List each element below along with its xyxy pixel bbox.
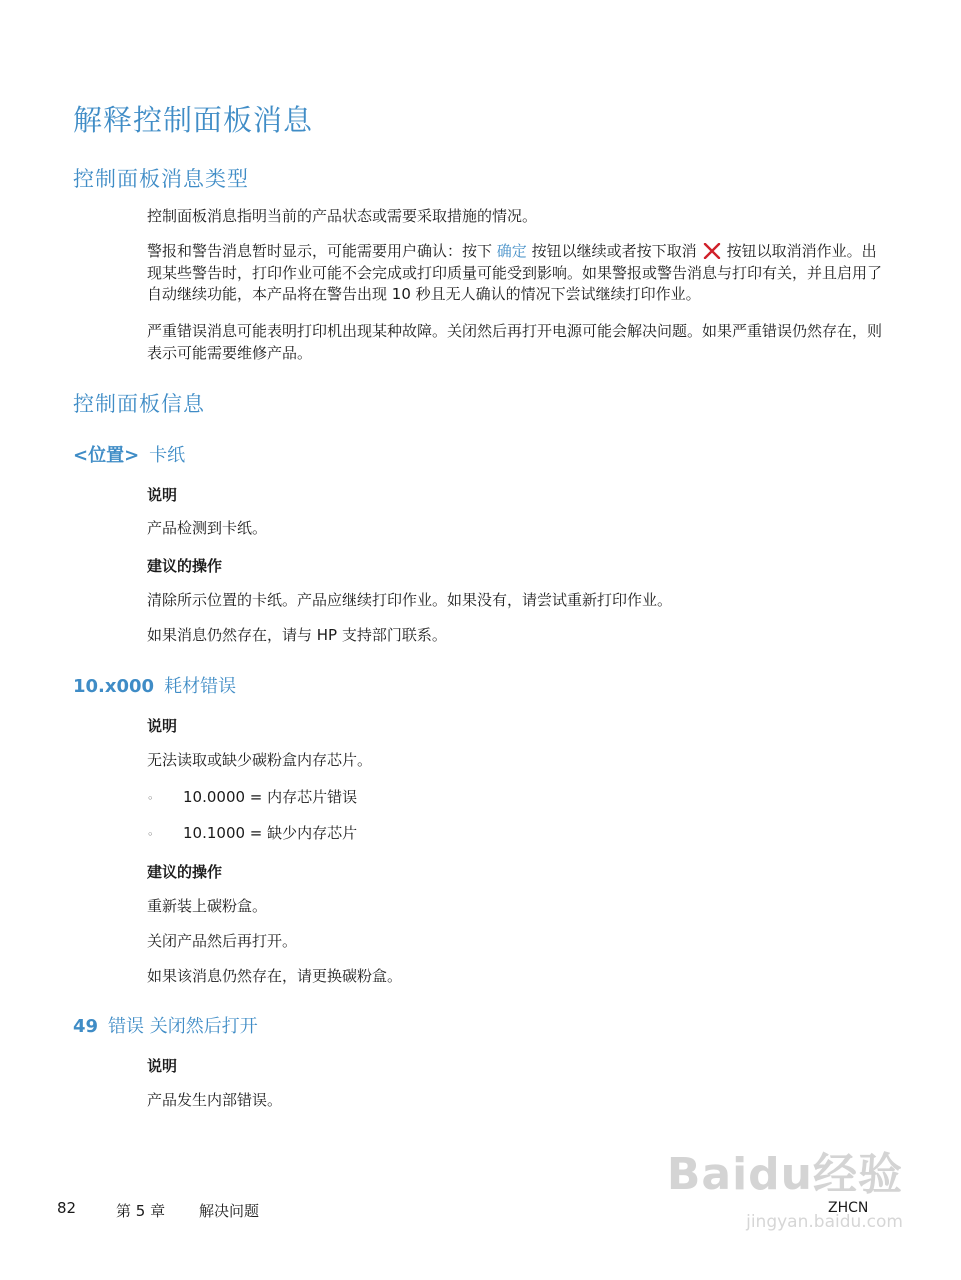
paragraph-alerts	[147, 241, 882, 306]
ok-button-reference: 确定	[496, 242, 527, 260]
message-code: 49	[73, 1016, 99, 1037]
list-item	[147, 822, 357, 843]
action-text: 关闭产品然后再打开。	[147, 932, 298, 950]
footer-chapter: 第 5 章	[116, 1202, 166, 1220]
message-code: 10.x000	[73, 676, 155, 697]
message-title: 卡纸	[149, 445, 186, 466]
action-label: 建议的操作	[147, 863, 223, 881]
description-text: 无法读取或缺少碳粉盒内存芯片。	[147, 751, 373, 769]
action-text: 清除所示位置的卡纸。产品应继续打印作业。如果没有，请尝试重新打印作业。	[147, 591, 673, 609]
list-item-text: 10.0000 = 内存芯片错误	[183, 788, 358, 806]
message-code: <位置>	[73, 445, 140, 466]
bullet-icon: ◦	[147, 792, 154, 805]
paragraph-intro: 控制面板消息指明当前的产品状态或需要采取措施的情况。	[147, 207, 538, 225]
description-label: 说明	[147, 1057, 178, 1075]
section-heading-message-types: 控制面板消息类型	[73, 167, 249, 191]
footer-locale: ZHCN	[828, 1200, 869, 1216]
list-item-text: 10.1000 = 缺少内存芯片	[183, 824, 358, 842]
cancel-x-icon	[703, 243, 721, 259]
alerts-text-part3: 按钮以取消消作业。出现某些警告时，打印作业可能不会完成或打印质量可能受到影响。如果警报或警告消息与打印有关，并且启用了自动继续功能，本产品将在警告出现 10 秒且无人确认的情况下尝试继续打印作业。	[147, 242, 883, 303]
description-text: 产品检测到卡纸。	[147, 519, 268, 537]
list-item	[147, 786, 357, 807]
description-label: 说明	[147, 486, 178, 504]
message-title: 耗材错误	[164, 676, 237, 697]
action-text: 如果消息仍然存在，请与 HP 支持部门联系。	[147, 626, 447, 644]
message-title: 错误 关闭然后打开	[108, 1016, 258, 1037]
action-text: 重新装上碳粉盒。	[147, 897, 268, 915]
bullet-icon: ◦	[147, 828, 154, 841]
alerts-text-part2: 按钮以继续或者按下取消	[531, 242, 697, 260]
description-text: 产品发生内部错误。	[147, 1091, 283, 1109]
section-heading-panel-info: 控制面板信息	[73, 392, 205, 416]
message-heading-jam	[73, 441, 185, 467]
action-text: 如果该消息仍然存在，请更换碳粉盒。	[147, 967, 403, 985]
message-heading-supply-error	[73, 672, 236, 698]
baidu-jingyan-watermark: Baidu经验	[666, 1149, 903, 1200]
footer-page-number: 82	[57, 1199, 77, 1217]
watermark-url: jingyan.baidu.com	[746, 1212, 903, 1232]
footer-chapter-title: 解决问题	[199, 1202, 260, 1220]
description-label: 说明	[147, 717, 178, 735]
alerts-text-part1: 警报和警告消息暂时显示，可能需要用户确认：按下	[147, 242, 493, 260]
action-label: 建议的操作	[147, 557, 223, 575]
paragraph-critical-errors: 严重错误消息可能表明打印机出现某种故障。关闭然后再打开电源可能会解决问题。如果严重错误仍然存在，则表示可能需要维修产品。	[147, 322, 883, 362]
message-heading-error-49	[73, 1012, 258, 1038]
page-title: 解释控制面板消息	[73, 103, 314, 137]
